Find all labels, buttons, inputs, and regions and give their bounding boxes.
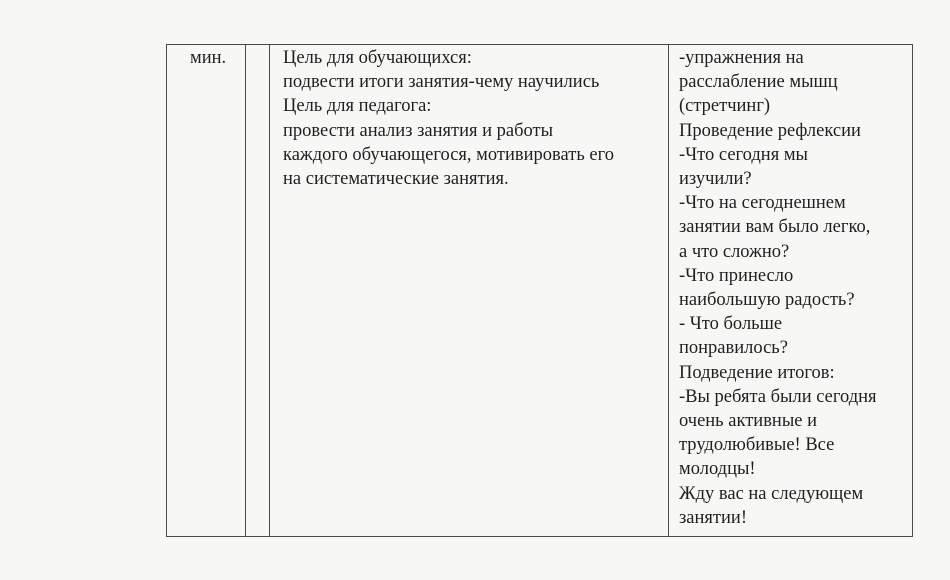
activity-line: наибольшую радость?: [679, 290, 855, 311]
activity-line: молодцы!: [679, 459, 756, 480]
goals-line: на систематические занятия.: [283, 169, 509, 190]
activity-line: (стретчинг): [679, 96, 771, 117]
goals-line: Цель для обучающихся:: [283, 48, 472, 68]
activity-line: -Что на сегоднешнем: [679, 193, 846, 214]
activity-line: понравилось?: [679, 338, 788, 359]
empty-cell: [246, 45, 270, 537]
activity-line: очень активные и: [679, 411, 817, 432]
activity-line: Подведение итогов:: [679, 362, 835, 383]
duration-unit: мин.: [190, 48, 227, 68]
duration-cell: [167, 45, 246, 537]
activity-line: Жду вас на следующем: [679, 483, 864, 504]
activity-line: а что сложно?: [679, 241, 790, 262]
table-row: [167, 45, 913, 537]
lesson-plan-table: [166, 44, 913, 537]
activity-line: -Что сегодня мы: [679, 144, 808, 165]
activity-line: -Что принесло: [679, 265, 794, 286]
goals-cell: [270, 45, 669, 537]
activity-line: занятии вам было легко,: [679, 217, 871, 238]
activity-line: занятии!: [679, 507, 747, 528]
activity-line: -Вы ребята были сегодня: [679, 386, 877, 407]
goals-line: подвести итоги занятия-чему научились: [283, 72, 600, 93]
goals-line: Цель для педагога:: [283, 96, 432, 117]
activity-line: - Что больше: [679, 314, 783, 335]
goals-line: каждого обучающегося, мотивировать его: [283, 144, 614, 165]
activity-line: трудолюбивые! Все: [679, 435, 835, 456]
activity-line: Проведение рефлексии: [679, 120, 861, 141]
activity-line: изучили?: [679, 169, 752, 190]
activity-line: расслабление мышц: [679, 72, 838, 93]
activity-line: -упражнения на: [679, 48, 804, 68]
goals-line: провести анализ занятия и работы: [283, 120, 554, 141]
activities-cell: [669, 45, 913, 537]
